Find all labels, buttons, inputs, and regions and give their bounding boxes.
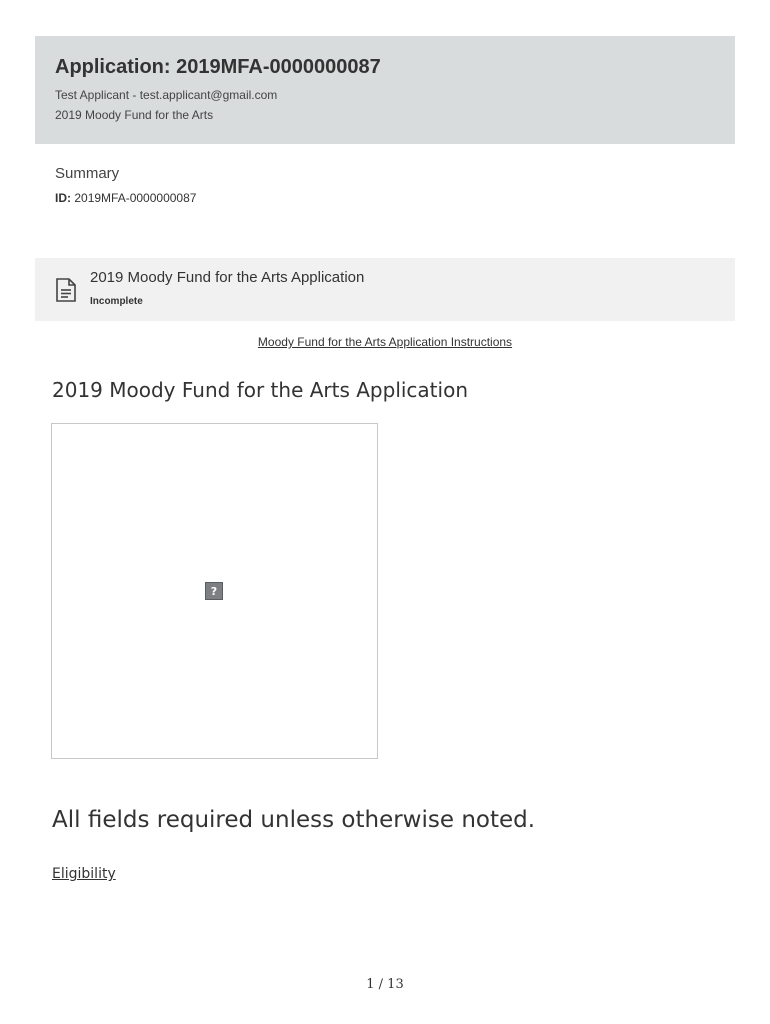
application-id <box>55 191 196 205</box>
application-header <box>35 36 735 144</box>
required-fields-note: All fields required unless otherwise noted. <box>52 807 536 833</box>
form-card[interactable] <box>35 258 735 321</box>
application-title: Application: 2019MFA-0000000087 <box>55 56 381 78</box>
summary-heading: Summary <box>55 165 120 182</box>
image-placeholder <box>51 423 378 759</box>
id-label: ID: <box>55 191 71 205</box>
broken-image-icon: ? <box>205 582 223 600</box>
eligibility-link[interactable]: Eligibility <box>52 866 116 882</box>
status-badge: Incomplete <box>90 296 143 307</box>
section-title: 2019 Moody Fund for the Arts Application <box>52 378 468 402</box>
program-name: 2019 Moody Fund for the Arts <box>55 108 214 122</box>
instructions-link[interactable]: Moody Fund for the Arts Application Instructions <box>257 335 513 349</box>
applicant-info: Test Applicant - test.applicant@gmail.com <box>55 88 278 102</box>
form-title: 2019 Moody Fund for the Arts Application <box>90 269 365 286</box>
document-icon <box>55 278 77 302</box>
page-number: 1 / 13 <box>366 977 404 992</box>
id-value: 2019MFA-0000000087 <box>74 191 197 205</box>
